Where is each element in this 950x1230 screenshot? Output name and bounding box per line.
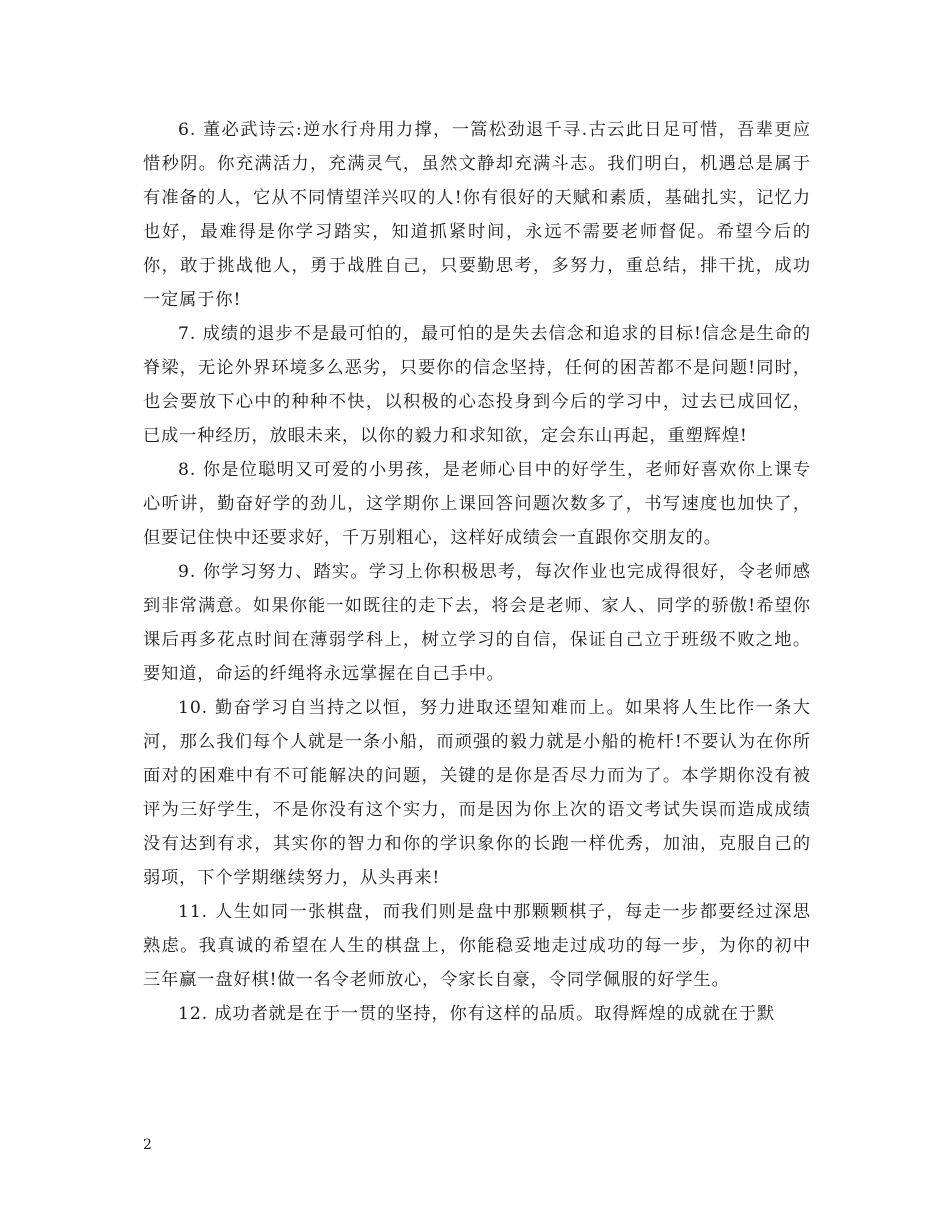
paragraph-9: 9. 你学习努力、踏实。学习上你积极思考，每次作业也完成得很好，令老师感到非常满意。如果你能一如既往的走下去，将会是老师、家人、同学的骄傲!希望你课后再多花点时间在薄弱学科上，树立学习的自信，保证自己立于班级不败之地。要知道，命运的纤绳将永远掌握在自己手中。 — [143, 562, 811, 684]
paragraph-8: 8. 你是位聪明又可爱的小男孩，是老师心目中的好学生，老师好喜欢你上课专心听讲，勤奋好学的劲儿，这学期你上课回答问题次数多了，书写速度也加快了，但要记住快中还要求好，千万别粗心，这样好成绩会一直跟你交朋友的。 — [143, 460, 811, 548]
page-number: 2 — [143, 1137, 152, 1153]
paragraph-6: 6. 董必武诗云:逆水行舟用力撑，一篙松劲退千寻.古云此日足可惜，吾辈更应惜秒阴。你充满活力，充满灵气，虽然文静却充满斗志。我们明白，机遇总是属于有准备的人，它从不同情望洋兴叹的人!你有很好的天赋和素质，基础扎实，记忆力也好，最难得是你学习踏实，知道抓紧时间，永远不需要老师督促。希望今后的你，敢于挑战他人，勇于战胜自己，只要勤思考，多努力，重总结，排干扰，成功一定属于你! — [143, 120, 811, 310]
paragraph-12: 12. 成功者就是在于一贯的坚持，你有这样的品质。取得辉煌的成就在于默 — [178, 1004, 776, 1024]
paragraph-7: 7. 成绩的退步不是最可怕的，最可怕的是失去信念和追求的目标!信念是生命的脊梁，无论外界环境多么恶劣，只要你的信念坚持，任何的困苦都不是问题!同时，也会要放下心中的种种不快，以积极的心态投身到今后的学习中，过去已成回忆，已成一种经历，放眼未来，以你的毅力和求知欲，定会东山再起，重塑辉煌! — [143, 324, 811, 446]
paragraph-11: 11. 人生如同一张棋盘，而我们则是盘中那颗颗棋子，每走一步都要经过深思熟虑。我真诚的希望在人生的棋盘上，你能稳妥地走过成功的每一步，为你的初中三年赢一盘好棋!做一名令老师放心，令家长自豪，令同学佩服的好学生。 — [143, 902, 811, 990]
document-body — [143, 113, 811, 1031]
paragraph-10: 10. 勤奋学习自当持之以恒，努力进取还望知难而上。如果将人生比作一条大河，那么我们每个人就是一条小船，而顽强的毅力就是小船的桅杆!不要认为在你所面对的困难中有不可能解决的问题，关键的是你是否尽力而为了。本学期你没有被评为三好学生，不是你没有这个实力，而是因为你上次的语文考试失误而造成成绩没有达到有求，其实你的智力和你的学识象你的长跑一样优秀，加油，克服自己的弱项，下个学期继续努力，从头再来! — [143, 698, 811, 888]
